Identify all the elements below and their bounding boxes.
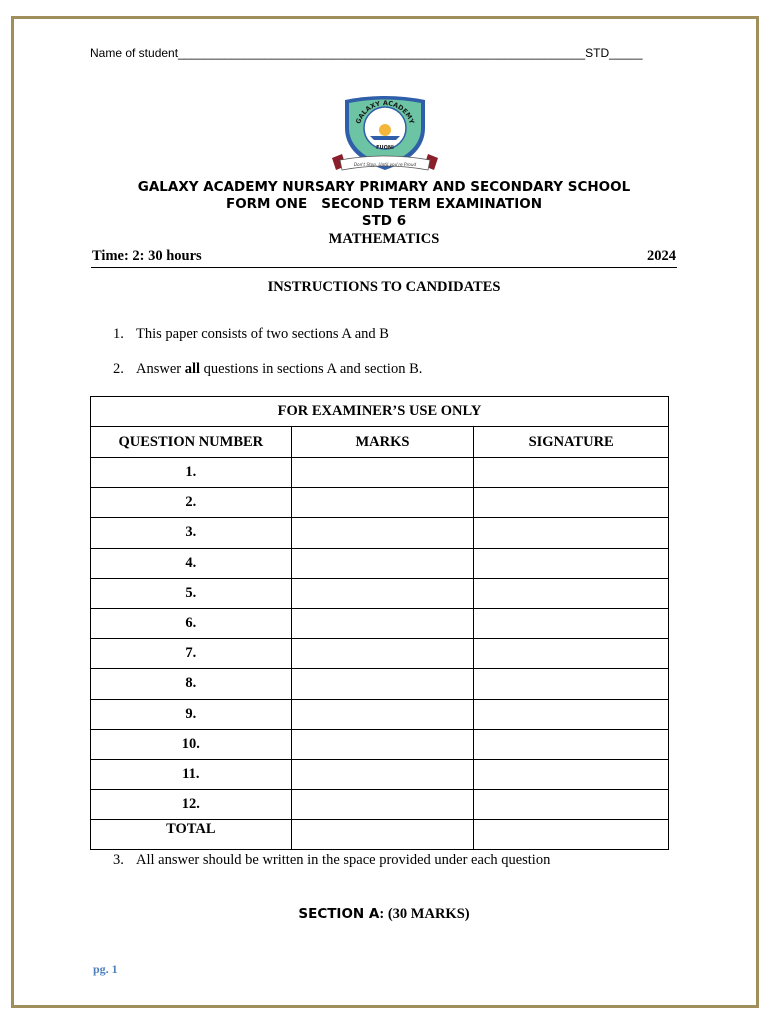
marks-cell bbox=[291, 578, 474, 608]
marks-cell bbox=[291, 699, 474, 729]
marks-cell bbox=[291, 608, 474, 638]
school-logo bbox=[330, 94, 440, 180]
svg-text:FUONI: FUONI bbox=[376, 145, 394, 151]
instruction-item: 2. Answer all questions in sections A and section B. bbox=[113, 361, 423, 377]
marks-cell bbox=[291, 488, 474, 518]
signature-cell bbox=[474, 729, 669, 759]
table-row bbox=[91, 699, 669, 729]
question-number: 4. bbox=[91, 548, 292, 578]
marks-cell bbox=[291, 518, 474, 548]
page-number: pg. 1 bbox=[93, 962, 118, 976]
time-allowed: Time: 2: 30 hours bbox=[92, 248, 202, 264]
marks-cell bbox=[291, 458, 474, 488]
marks-cell bbox=[291, 669, 474, 699]
signature-cell bbox=[474, 669, 669, 699]
question-number: 12. bbox=[91, 790, 292, 820]
instructions-heading: INSTRUCTIONS TO CANDIDATES bbox=[267, 279, 501, 295]
column-header: SIGNATURE bbox=[474, 427, 669, 458]
table-row bbox=[91, 608, 669, 638]
total-marks-cell bbox=[291, 820, 474, 850]
svg-text:GALAXY ACADEMY: GALAXY ACADEMY bbox=[354, 99, 416, 125]
table-row bbox=[91, 578, 669, 608]
question-number: 2. bbox=[91, 488, 292, 518]
school-name: GALAXY ACADEMY NURSARY PRIMARY AND SECONDARY SCHOOL bbox=[137, 179, 631, 195]
question-number: 1. bbox=[91, 458, 292, 488]
question-number: 11. bbox=[91, 759, 292, 789]
signature-cell bbox=[474, 699, 669, 729]
table-row bbox=[91, 548, 669, 578]
signature-cell bbox=[474, 608, 669, 638]
instruction-item: 1. This paper consists of two sections A and B bbox=[113, 326, 389, 342]
table-row bbox=[91, 458, 669, 488]
svg-text:Don't Stop, Until you're Proud: Don't Stop, Until you're Proud bbox=[353, 162, 417, 167]
column-header: QUESTION NUMBER bbox=[91, 427, 292, 458]
column-header: MARKS bbox=[291, 427, 474, 458]
question-number: 9. bbox=[91, 699, 292, 729]
time-year-row bbox=[91, 248, 677, 268]
signature-cell bbox=[474, 639, 669, 669]
table-row bbox=[91, 669, 669, 699]
table-row bbox=[91, 790, 669, 820]
total-label: TOTAL bbox=[91, 820, 292, 850]
exam-year: 2024 bbox=[647, 248, 676, 264]
total-signature-cell bbox=[474, 820, 669, 850]
table-row bbox=[91, 759, 669, 789]
instruction-item: 3. All answer should be written in the space provided under each question bbox=[113, 852, 551, 868]
signature-cell bbox=[474, 790, 669, 820]
examiner-table bbox=[90, 396, 669, 850]
subject-title: MATHEMATICS bbox=[328, 231, 440, 247]
question-number: 6. bbox=[91, 608, 292, 638]
signature-cell bbox=[474, 488, 669, 518]
marks-cell bbox=[291, 759, 474, 789]
exam-title: FORM ONE SECOND TERM EXAMINATION bbox=[225, 196, 543, 212]
table-row bbox=[91, 518, 669, 548]
signature-cell bbox=[474, 578, 669, 608]
question-number: 10. bbox=[91, 729, 292, 759]
grade-title: STD 6 bbox=[361, 213, 407, 229]
student-name-line: Name of student_____________________________________________________________STD_____ bbox=[90, 46, 643, 60]
signature-cell bbox=[474, 759, 669, 789]
question-number: 5. bbox=[91, 578, 292, 608]
table-row bbox=[91, 729, 669, 759]
signature-cell bbox=[474, 548, 669, 578]
question-number: 8. bbox=[91, 669, 292, 699]
table-row bbox=[91, 488, 669, 518]
marks-cell bbox=[291, 729, 474, 759]
question-number: 7. bbox=[91, 639, 292, 669]
table-caption: FOR EXAMINER’S USE ONLY bbox=[91, 397, 669, 427]
marks-cell bbox=[291, 639, 474, 669]
marks-cell bbox=[291, 548, 474, 578]
signature-cell bbox=[474, 518, 669, 548]
question-number: 3. bbox=[91, 518, 292, 548]
table-row bbox=[91, 639, 669, 669]
marks-cell bbox=[291, 790, 474, 820]
signature-cell bbox=[474, 458, 669, 488]
section-a-heading: SECTION A: (30 MARKS) bbox=[298, 906, 470, 922]
